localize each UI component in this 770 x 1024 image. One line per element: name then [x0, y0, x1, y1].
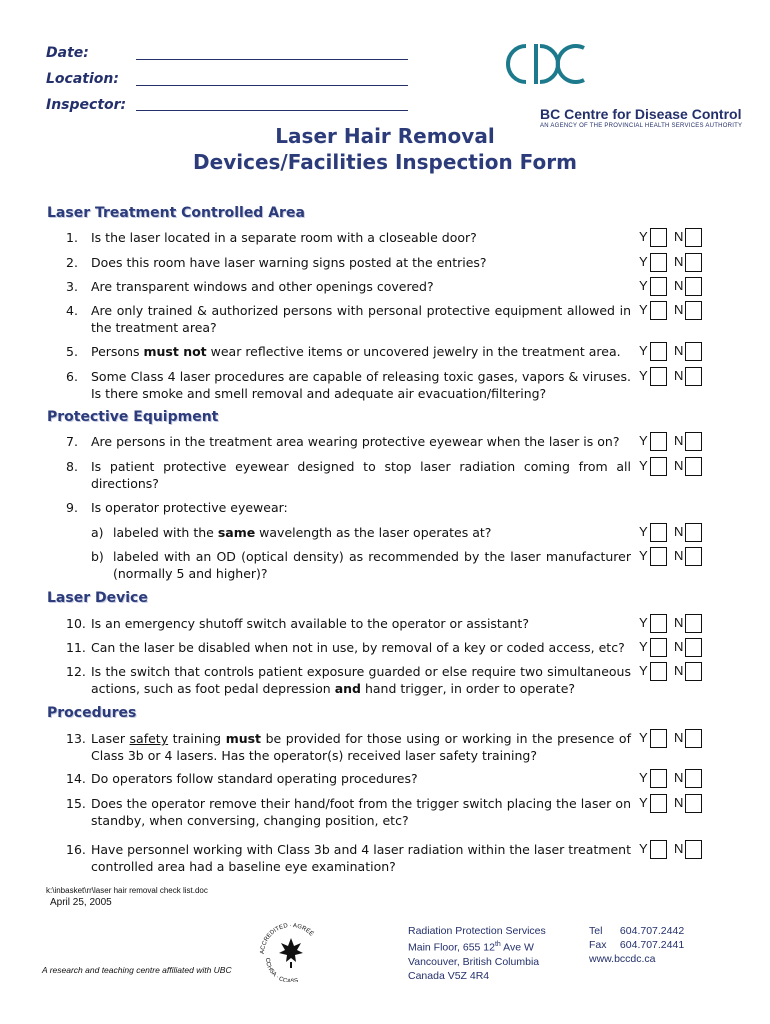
yes-label: Y [639, 795, 648, 810]
q13-text-post: be provided for those using or working in the presence of Class 3b or 4 lasers. Has the operator(s) received laser safety training? [91, 731, 631, 763]
no-label: N [674, 795, 684, 810]
q11-text: Can the laser be disabled when not in use, by removal of a key or coded access, etc? [91, 640, 625, 655]
address-block [408, 924, 546, 983]
yes-checkbox[interactable] [650, 342, 667, 361]
no-checkbox[interactable] [685, 253, 702, 272]
q3-yn [639, 277, 705, 296]
yes-checkbox[interactable] [650, 638, 667, 657]
q15-text: Does the operator remove their hand/foot from the trigger switch placing the laser on standby, when conversing, changing position, etc? [91, 796, 631, 828]
q9b-yn [639, 547, 705, 566]
inspector-label: Inspector: [46, 97, 127, 113]
q14-number: 14. [66, 771, 86, 786]
q10-text: Is an emergency shutoff switch available to the operator or assistant? [91, 616, 529, 631]
q6-yn [639, 367, 705, 386]
no-checkbox[interactable] [685, 367, 702, 386]
q5-text-pre: Persons [91, 344, 144, 359]
yes-checkbox[interactable] [650, 457, 667, 476]
q1-text: Is the laser located in a separate room with a closeable door? [91, 230, 477, 245]
address-line2 [408, 938, 546, 955]
yes-checkbox[interactable] [650, 367, 667, 386]
no-checkbox[interactable] [685, 523, 702, 542]
yes-label: Y [639, 229, 648, 244]
no-label: N [674, 730, 684, 745]
yes-checkbox[interactable] [650, 547, 667, 566]
q8-number: 8. [66, 459, 78, 474]
q16-text: Have personnel working with Class 3b and 4 laser radiation within the laser treatment controlled area had a baseline eye examination? [91, 842, 631, 874]
no-label: N [674, 229, 684, 244]
q15-yn [639, 794, 705, 813]
no-label: N [674, 615, 684, 630]
q13-text-underline: safety [129, 731, 169, 746]
yes-label: Y [639, 458, 648, 473]
q15-number: 15. [66, 796, 86, 811]
q16-yn [639, 840, 705, 859]
org-subtitle: AN AGENCY OF THE PROVINCIAL HEALTH SERVICES AUTHORITY [540, 123, 743, 129]
no-label: N [674, 302, 684, 317]
no-label: N [674, 548, 684, 563]
no-label: N [674, 663, 684, 678]
no-checkbox[interactable] [685, 277, 702, 296]
q4-yn [639, 301, 705, 320]
address-line2-pre: Main Floor, 655 12 [408, 941, 495, 954]
yes-checkbox[interactable] [650, 228, 667, 247]
yes-checkbox[interactable] [650, 301, 667, 320]
q12-text-bold: and [334, 681, 361, 696]
yes-checkbox[interactable] [650, 662, 667, 681]
q5-text [91, 343, 631, 360]
no-checkbox[interactable] [685, 301, 702, 320]
q9a-text-bold: same [217, 525, 256, 540]
no-checkbox[interactable] [685, 614, 702, 633]
yes-checkbox[interactable] [650, 614, 667, 633]
fax-number: 604.707.2441 [619, 939, 685, 951]
q14-text: Do operators follow standard operating procedures? [91, 771, 418, 786]
yes-checkbox[interactable] [650, 253, 667, 272]
yes-checkbox[interactable] [650, 794, 667, 813]
no-checkbox[interactable] [685, 840, 702, 859]
yes-label: Y [639, 639, 648, 654]
no-checkbox[interactable] [685, 729, 702, 748]
q3-text: Are transparent windows and other openings covered? [91, 279, 434, 294]
q13-text-pre: Laser [91, 731, 130, 746]
address-line1: Radiation Protection Services [408, 925, 546, 937]
no-checkbox[interactable] [685, 342, 702, 361]
q13-text-bold: must [225, 731, 262, 746]
q9a-text-pre: labeled with the [113, 525, 218, 540]
no-label: N [674, 639, 684, 654]
ubc-affiliation: A research and teaching centre affiliated with UBC [42, 965, 232, 975]
q2-number: 2. [66, 255, 78, 270]
section-laser-device: Laser Device [47, 590, 148, 606]
address-line2-sup: th [494, 941, 501, 948]
form-title-line2: Devices/Facilities Inspection Form [193, 150, 577, 174]
q7-number: 7. [66, 434, 78, 449]
no-label: N [674, 841, 684, 856]
yes-checkbox[interactable] [650, 277, 667, 296]
q5-yn [639, 342, 705, 361]
fax-label: Fax [589, 939, 607, 951]
q2-text: Does this room have laser warning signs posted at the entries? [91, 255, 487, 270]
revision-date: April 25, 2005 [50, 897, 112, 908]
no-checkbox[interactable] [685, 794, 702, 813]
q5-text-bold: must not [143, 344, 207, 359]
q4-number: 4. [66, 303, 78, 318]
no-label: N [674, 368, 684, 383]
q9b-text: labeled with an OD (optical density) as recommended by the laser manufacturer (normally 5 and higher)? [113, 549, 631, 581]
website-link[interactable]: www.bccdc.ca [589, 953, 656, 965]
q9b-letter: b) [91, 549, 104, 564]
q13-number: 13. [66, 731, 86, 746]
q1-yn [639, 228, 705, 247]
yes-label: Y [639, 368, 648, 383]
no-checkbox[interactable] [685, 432, 702, 451]
q9-number: 9. [66, 500, 78, 515]
q9a-text [113, 524, 631, 541]
no-label: N [674, 254, 684, 269]
cdc-logo [504, 40, 588, 88]
no-label: N [674, 343, 684, 358]
yes-label: Y [639, 841, 648, 856]
q16-number: 16. [66, 842, 86, 857]
yes-label: Y [639, 770, 648, 785]
no-checkbox[interactable] [685, 457, 702, 476]
section-procedures: Procedures [47, 705, 137, 721]
seal-top-text: ACCREDITED · AGRÉÉ [259, 922, 315, 955]
form-title-line1: Laser Hair Removal [275, 124, 495, 148]
q9a-letter: a) [91, 525, 104, 540]
q9a-text-post: wavelength as the laser operates at? [255, 525, 492, 540]
address-line4: Canada V5Z 4R4 [408, 969, 490, 982]
yes-label: Y [639, 548, 648, 563]
yes-checkbox[interactable] [650, 840, 667, 859]
yes-label: Y [639, 615, 648, 630]
yes-label: Y [639, 730, 648, 745]
yes-checkbox[interactable] [650, 432, 667, 451]
q5-number: 5. [66, 344, 78, 359]
q9-text: Is operator protective eyewear: [91, 500, 288, 515]
no-label: N [674, 524, 684, 539]
q7-yn [639, 432, 705, 451]
q1-number: 1. [66, 230, 78, 245]
q10-number: 10. [66, 616, 86, 631]
yes-label: Y [639, 524, 648, 539]
no-checkbox[interactable] [685, 662, 702, 681]
q14-yn [639, 769, 705, 788]
q9a-yn [639, 523, 705, 542]
section-controlled-area: Laser Treatment Controlled Area [47, 205, 305, 221]
yes-label: Y [639, 278, 648, 293]
location-label: Location: [46, 71, 119, 87]
yes-label: Y [639, 663, 648, 678]
no-label: N [674, 278, 684, 293]
yes-checkbox[interactable] [650, 523, 667, 542]
seal-bottom-text: CCHSA · CCASS [263, 957, 300, 982]
tel-number[interactable]: 604.707.2442 [619, 925, 685, 937]
address-line2-post: Ave W [500, 941, 534, 954]
q12-text-pre: Is the switch that controls patient exposure guarded or else require two simultaneous actions, such as foot pedal depression [91, 664, 631, 696]
q8-text: Is patient protective eyewear designed to stop laser radiation coming from all directions? [91, 459, 631, 491]
no-label: N [674, 770, 684, 785]
no-label: N [674, 458, 684, 473]
no-checkbox[interactable] [685, 769, 702, 788]
inspector-line[interactable] [136, 110, 408, 111]
yes-checkbox[interactable] [650, 769, 667, 788]
q12-text [91, 663, 631, 697]
accreditation-seal-icon [256, 922, 326, 982]
address-line3: Vancouver, British Columbia [408, 955, 540, 968]
date-line[interactable] [136, 59, 408, 60]
q2-yn [639, 253, 705, 272]
yes-checkbox[interactable] [650, 729, 667, 748]
section-protective-equipment: Protective Equipment [47, 409, 219, 425]
q12-number: 12. [66, 664, 86, 679]
q4-text: Are only trained & authorized persons with personal protective equipment allowed in the treatment area? [91, 303, 631, 335]
q8-yn [639, 457, 705, 476]
q6-text: Some Class 4 laser procedures are capable of releasing toxic gases, vapors & viruses. Is there smoke and smell removal and adequate air evacuation/filtering? [91, 369, 631, 401]
date-label: Date: [46, 45, 89, 61]
yes-label: Y [639, 302, 648, 317]
q10-yn [639, 614, 705, 633]
q12-yn [639, 662, 705, 681]
contact-block [589, 924, 684, 966]
svg-text:CCHSA · CCASS [264, 958, 299, 982]
q3-number: 3. [66, 279, 78, 294]
yes-label: Y [639, 254, 648, 269]
no-checkbox[interactable] [685, 547, 702, 566]
tel-label: Tel [589, 925, 603, 937]
no-checkbox[interactable] [685, 228, 702, 247]
yes-label: Y [639, 343, 648, 358]
q5-text-post: wear reflective items or uncovered jewelry in the treatment area. [206, 344, 621, 359]
no-label: N [674, 433, 684, 448]
q7-text: Are persons in the treatment area wearing protective eyewear when the laser is on? [91, 434, 620, 449]
yes-label: Y [639, 433, 648, 448]
location-line[interactable] [136, 85, 408, 86]
q12-text-post: hand trigger, in order to operate? [360, 681, 576, 696]
org-name: BC Centre for Disease Control [540, 106, 742, 122]
q11-yn [639, 638, 705, 657]
q13-text-mid: training [168, 731, 226, 746]
q13-yn [639, 729, 705, 748]
q6-number: 6. [66, 369, 78, 384]
q11-number: 11. [66, 640, 86, 655]
no-checkbox[interactable] [685, 638, 702, 657]
q13-text [91, 730, 631, 764]
file-path: k:\inbasket\rr\laser hair removal check list.doc [46, 886, 208, 895]
